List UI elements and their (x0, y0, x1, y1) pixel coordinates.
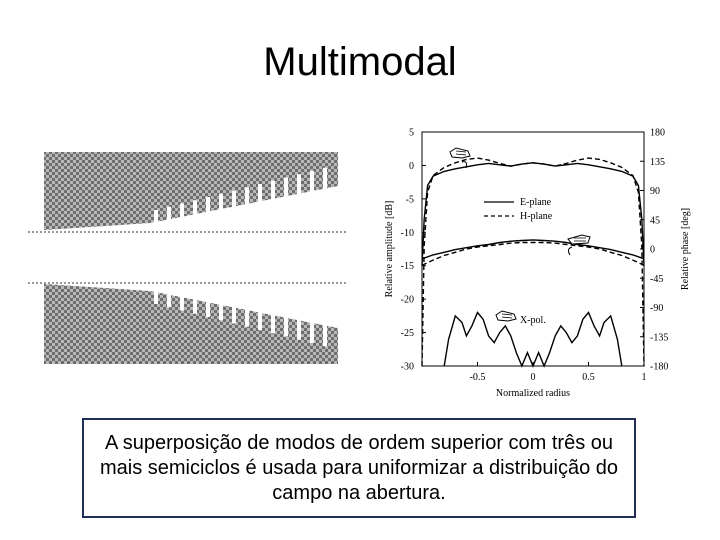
horn-fin-slot (167, 207, 171, 220)
horn-fin-slot (258, 312, 262, 330)
pointer-icon-xpol (496, 311, 516, 321)
slide-title: Multimodal (263, 40, 457, 84)
y-tick-label: 0 (409, 160, 414, 172)
horn-cross-section (28, 148, 358, 370)
y2-axis-label: Relative phase [deg] (680, 207, 691, 291)
y2-tick-label: -180 (650, 361, 669, 373)
x-tick-label: -0.5 (469, 372, 486, 383)
horn-fin-slot (323, 168, 327, 189)
series-line-h-plane-phase (422, 243, 644, 266)
caption-text: A superposição de modos de ordem superior com três ou mais semiciclos é usada para uniformizar a distribuição do campo na abertura. (99, 431, 618, 504)
horn-fin-slot (167, 294, 171, 307)
y-tick-label: 5 (409, 127, 414, 139)
horn-fin-slot (297, 320, 301, 340)
horn-fin-slot (193, 299, 197, 313)
y2-tick-label: 135 (650, 156, 665, 168)
x-axis-label: Normalized radius (495, 388, 571, 399)
y2-tick-label: 90 (650, 186, 660, 197)
y2-tick-label: 0 (650, 244, 655, 256)
xpol-annotation: X-pol. (520, 315, 546, 326)
x-tick-label: 0 (530, 372, 536, 383)
y-axis-label: Relative amplitude [dB] (384, 200, 395, 298)
horn-fin-slot (310, 322, 314, 343)
horn-fin-slot (154, 210, 158, 222)
horn-fin-slot (245, 310, 249, 327)
legend-label-h-plane: H-plane (520, 211, 553, 222)
horn-fin-slot (154, 292, 158, 304)
horn-fin-slot (219, 194, 223, 210)
y2-tick-label: -135 (650, 332, 669, 344)
radiation-chart (372, 120, 702, 405)
horn-fin-slot (310, 171, 314, 192)
horn-fin-slot (193, 200, 197, 214)
y-tick-label: -10 (400, 227, 414, 239)
y2-tick-label: 45 (650, 215, 660, 227)
legend (484, 197, 553, 222)
y-tick-label: -5 (405, 194, 414, 206)
horn-fin-slot (284, 317, 288, 336)
horn-fin-slot (323, 325, 327, 346)
horn-fin-slot (232, 307, 236, 323)
horn-fin-slot (180, 297, 184, 311)
horn-fin-slot (219, 305, 223, 321)
y2-tick-label: -90 (650, 303, 664, 314)
y2-tick-label: 180 (650, 127, 665, 139)
y-tick-label: -15 (400, 261, 414, 273)
horn-upper-wall (44, 152, 338, 230)
caption-box (82, 418, 636, 518)
horn-fin-slot (245, 187, 249, 204)
x-tick-label: 1 (641, 372, 647, 383)
horn-fin-slot (206, 197, 210, 212)
horn-fin-slot (258, 184, 262, 202)
horn-fin-slot (271, 181, 275, 199)
horn-fin-slot (232, 191, 236, 207)
pointer-icon-amplitude (450, 148, 470, 168)
horn-fin-slot (206, 302, 210, 317)
legend-label-e-plane: E-plane (520, 197, 552, 208)
y-tick-label: -25 (400, 328, 414, 340)
y2-tick-label: -45 (650, 273, 664, 285)
horn-fin-slot (284, 178, 288, 197)
horn-fin-slot (180, 204, 184, 218)
horn-fin-slot (271, 315, 275, 333)
x-tick-label: 0.5 (582, 372, 595, 383)
y-tick-label: -20 (400, 294, 414, 306)
series-line-h-plane (422, 158, 644, 366)
horn-fin-slot (297, 174, 301, 194)
horn-lower-wall (44, 284, 338, 364)
y-tick-label: -30 (400, 361, 414, 373)
